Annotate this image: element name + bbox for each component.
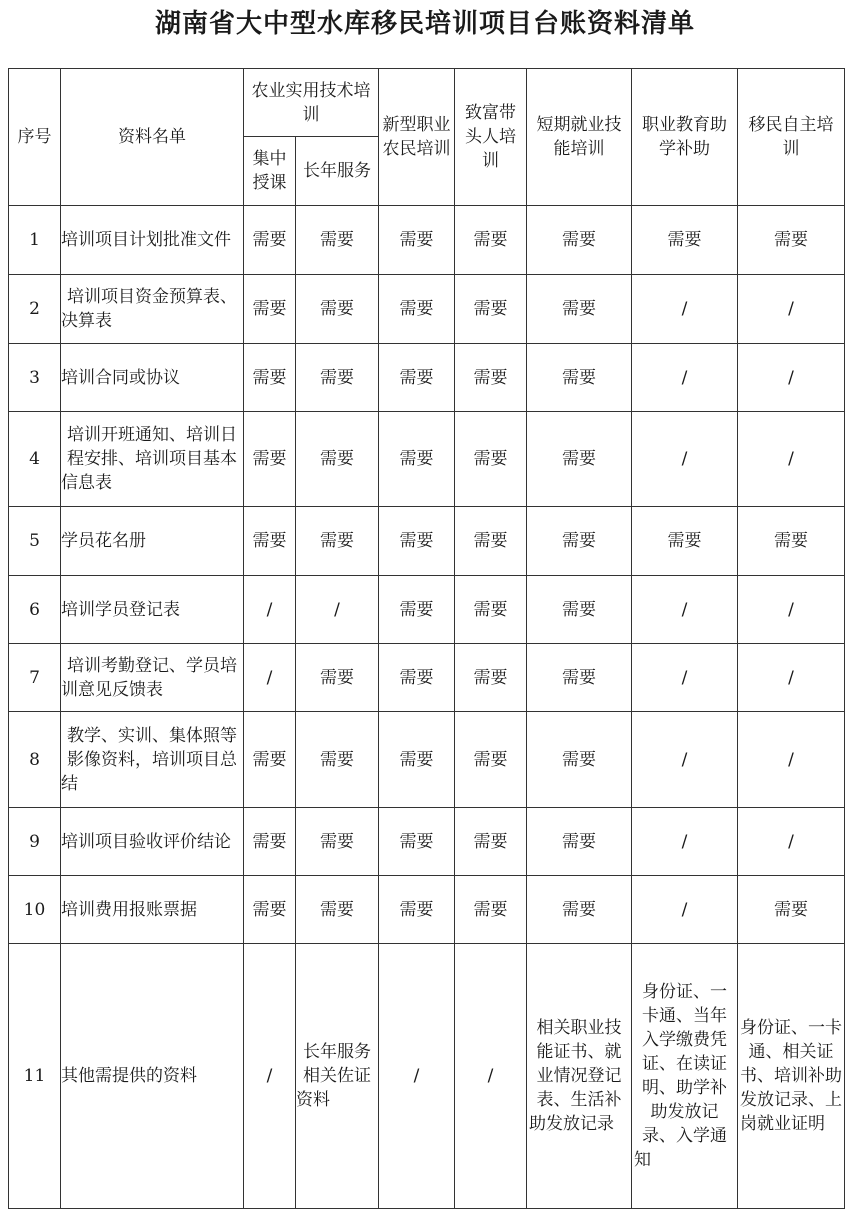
cell-leader: 需要 <box>455 576 527 644</box>
cell-agri-longterm: 需要 <box>296 644 379 712</box>
row-seq: 9 <box>9 808 61 876</box>
cell-leader: 需要 <box>455 344 527 412</box>
table-row <box>9 412 845 507</box>
cell-leader: 需要 <box>455 712 527 808</box>
row-name: 教学、实训、集体照等影像资料，培训项目总结 <box>61 712 244 808</box>
cell-vocational: / <box>632 576 738 644</box>
row-name: 培训项目验收评价结论 <box>61 808 244 876</box>
cell-agri-longterm: 需要 <box>296 876 379 944</box>
cell-vocational: / <box>632 412 738 507</box>
cell-self-training: / <box>738 344 845 412</box>
row-seq: 10 <box>9 876 61 944</box>
cell-short-term: 需要 <box>527 344 632 412</box>
table-row <box>9 712 845 808</box>
cell-vocational: / <box>632 712 738 808</box>
row-name: 其他需提供的资料 <box>61 944 244 1209</box>
cell-new-farmer: 需要 <box>379 206 455 275</box>
cell-vocational: / <box>632 275 738 344</box>
cell-short-term: 需要 <box>527 808 632 876</box>
cell-agri-longterm: 需要 <box>296 344 379 412</box>
row-seq: 1 <box>9 206 61 275</box>
row-seq: 3 <box>9 344 61 412</box>
row-seq: 11 <box>9 944 61 1209</box>
table-row <box>9 808 845 876</box>
row-name: 培训项目资金预算表、决算表 <box>61 275 244 344</box>
header-agri-central: 集中授课 <box>244 137 296 206</box>
row-name: 培训合同或协议 <box>61 344 244 412</box>
cell-short-term: 相关职业技能证书、就业情况登记表、生活补助发放记录 <box>527 944 632 1209</box>
cell-new-farmer: 需要 <box>379 275 455 344</box>
cell-new-farmer: 需要 <box>379 644 455 712</box>
cell-agri-longterm: / <box>296 576 379 644</box>
cell-new-farmer: 需要 <box>379 808 455 876</box>
row-name: 培训考勤登记、学员培训意见反馈表 <box>61 644 244 712</box>
cell-vocational: / <box>632 808 738 876</box>
cell-agri-central: / <box>244 644 296 712</box>
cell-leader: 需要 <box>455 412 527 507</box>
table-row <box>9 344 845 412</box>
cell-short-term: 需要 <box>527 507 632 576</box>
table-row <box>9 644 845 712</box>
header-vocational: 职业教育助学补助 <box>632 69 738 206</box>
cell-self-training: / <box>738 808 845 876</box>
cell-self-training: 需要 <box>738 876 845 944</box>
row-name: 培训费用报账票据 <box>61 876 244 944</box>
row-seq: 4 <box>9 412 61 507</box>
cell-agri-central: 需要 <box>244 412 296 507</box>
cell-short-term: 需要 <box>527 275 632 344</box>
cell-agri-central: 需要 <box>244 206 296 275</box>
cell-leader: / <box>455 944 527 1209</box>
table-row <box>9 275 845 344</box>
table-row <box>9 206 845 275</box>
cell-self-training: / <box>738 576 845 644</box>
cell-vocational: / <box>632 876 738 944</box>
cell-agri-central: 需要 <box>244 876 296 944</box>
cell-leader: 需要 <box>455 876 527 944</box>
cell-leader: 需要 <box>455 275 527 344</box>
cell-leader: 需要 <box>455 206 527 275</box>
cell-self-training: / <box>738 412 845 507</box>
cell-agri-central: 需要 <box>244 712 296 808</box>
header-agri-longterm: 长年服务 <box>296 137 379 206</box>
cell-self-training: 身份证、一卡通、相关证书、培训补助发放记录、上岗就业证明 <box>738 944 845 1209</box>
cell-new-farmer: 需要 <box>379 876 455 944</box>
header-new-farmer: 新型职业农民培训 <box>379 69 455 206</box>
cell-vocational: 身份证、一卡通、当年入学缴费凭证、在读证明、助学补助发放记录、入学通知 <box>632 944 738 1209</box>
cell-short-term: 需要 <box>527 206 632 275</box>
cell-short-term: 需要 <box>527 412 632 507</box>
cell-new-farmer: 需要 <box>379 576 455 644</box>
ledger-table <box>8 68 845 1209</box>
cell-leader: 需要 <box>455 644 527 712</box>
cell-agri-longterm: 需要 <box>296 412 379 507</box>
cell-agri-central: 需要 <box>244 507 296 576</box>
cell-self-training: / <box>738 712 845 808</box>
row-seq: 6 <box>9 576 61 644</box>
cell-vocational: / <box>632 344 738 412</box>
cell-self-training: 需要 <box>738 507 845 576</box>
header-name: 资料名单 <box>61 69 244 206</box>
row-name: 培训项目计划批准文件 <box>61 206 244 275</box>
cell-agri-central: / <box>244 576 296 644</box>
cell-vocational: 需要 <box>632 206 738 275</box>
header-short-term: 短期就业技能培训 <box>527 69 632 206</box>
cell-agri-longterm: 需要 <box>296 507 379 576</box>
cell-agri-longterm: 需要 <box>296 206 379 275</box>
row-name: 培训学员登记表 <box>61 576 244 644</box>
header-seq: 序号 <box>9 69 61 206</box>
cell-leader: 需要 <box>455 808 527 876</box>
cell-new-farmer: 需要 <box>379 412 455 507</box>
row-name: 学员花名册 <box>61 507 244 576</box>
table-row <box>9 507 845 576</box>
header-agri-group: 农业实用技术培训 <box>244 69 379 137</box>
cell-agri-central: / <box>244 944 296 1209</box>
cell-agri-longterm: 需要 <box>296 712 379 808</box>
row-seq: 8 <box>9 712 61 808</box>
cell-self-training: / <box>738 644 845 712</box>
cell-new-farmer: 需要 <box>379 712 455 808</box>
cell-vocational: / <box>632 644 738 712</box>
table-row <box>9 576 845 644</box>
table-row <box>9 944 845 1209</box>
header-self-training: 移民自主培训 <box>738 69 845 206</box>
cell-agri-longterm: 需要 <box>296 808 379 876</box>
cell-leader: 需要 <box>455 507 527 576</box>
cell-agri-longterm: 需要 <box>296 275 379 344</box>
row-seq: 2 <box>9 275 61 344</box>
cell-new-farmer: / <box>379 944 455 1209</box>
cell-agri-longterm: 长年服务相关佐证资料 <box>296 944 379 1209</box>
cell-short-term: 需要 <box>527 876 632 944</box>
row-seq: 5 <box>9 507 61 576</box>
cell-self-training: 需要 <box>738 206 845 275</box>
row-seq: 7 <box>9 644 61 712</box>
cell-new-farmer: 需要 <box>379 344 455 412</box>
cell-agri-central: 需要 <box>244 808 296 876</box>
table-row <box>9 876 845 944</box>
cell-new-farmer: 需要 <box>379 507 455 576</box>
page-title: 湖南省大中型水库移民培训项目台账资料清单 <box>154 9 695 39</box>
row-name: 培训开班通知、培训日程安排、培训项目基本信息表 <box>61 412 244 507</box>
header-leader: 致富带头人培训 <box>455 69 527 206</box>
cell-agri-central: 需要 <box>244 344 296 412</box>
cell-agri-central: 需要 <box>244 275 296 344</box>
cell-self-training: / <box>738 275 845 344</box>
cell-short-term: 需要 <box>527 644 632 712</box>
cell-short-term: 需要 <box>527 576 632 644</box>
cell-vocational: 需要 <box>632 507 738 576</box>
cell-short-term: 需要 <box>527 712 632 808</box>
